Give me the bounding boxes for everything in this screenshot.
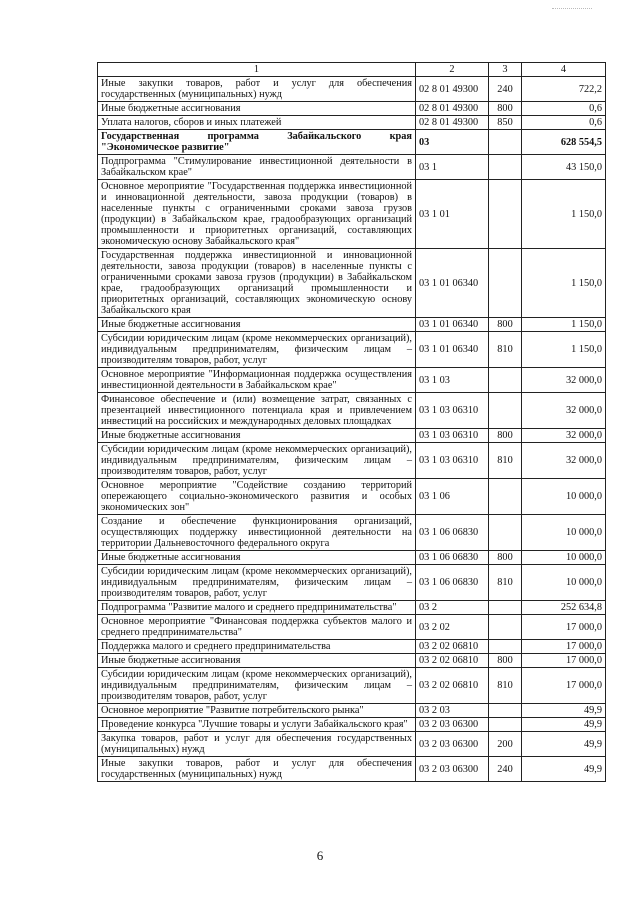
table-row [98, 565, 606, 601]
table-row [98, 368, 606, 393]
row-expense-type-cell: 810 [489, 565, 522, 601]
table-row [98, 318, 606, 332]
row-expense-type-cell: 810 [489, 668, 522, 704]
row-name-cell: Иные бюджетные ассигнования [98, 318, 416, 332]
table-row [98, 615, 606, 640]
row-amount-cell: 1 150,0 [522, 180, 606, 249]
row-code-cell: 03 1 06 06830 [416, 551, 489, 565]
row-amount-cell: 10 000,0 [522, 479, 606, 515]
row-expense-type-cell: 800 [489, 429, 522, 443]
row-expense-type-cell [489, 180, 522, 249]
row-amount-cell: 10 000,0 [522, 565, 606, 601]
row-name-cell: Иные бюджетные ассигнования [98, 654, 416, 668]
row-expense-type-cell: 800 [489, 551, 522, 565]
row-expense-type-cell [489, 479, 522, 515]
row-code-cell: 03 2 02 [416, 615, 489, 640]
row-code-cell: 03 2 03 06300 [416, 718, 489, 732]
row-name-cell: Основное мероприятие "Государственная поддержка инвестиционной и инновационной деятельности, завоза продукции (товаров) в населенные пункты с ограниченными сроками завоза грузов (продукции) в Забайкальском крае, градообразующих организаций промышленности и приоритетных организаций, составляющих экономическую основу Забайкальского края" [98, 180, 416, 249]
table-row [98, 479, 606, 515]
row-name-cell: Подпрограмма "Развитие малого и среднего предпринимательства" [98, 601, 416, 615]
row-code-cell: 03 1 03 [416, 368, 489, 393]
row-expense-type-cell [489, 704, 522, 718]
page-number: 6 [316, 848, 324, 863]
row-amount-cell: 32 000,0 [522, 393, 606, 429]
row-name-cell: Государственная программа Забайкальского края "Экономическое развитие" [98, 130, 416, 155]
header-col-4: 4 [522, 63, 606, 77]
header-row [98, 63, 606, 77]
row-expense-type-cell: 810 [489, 332, 522, 368]
row-code-cell: 03 1 01 06340 [416, 249, 489, 318]
row-amount-cell: 43 150,0 [522, 155, 606, 180]
row-amount-cell: 1 150,0 [522, 249, 606, 318]
row-name-cell: Закупка товаров, работ и услуг для обеспечения государственных (муниципальных) нужд [98, 732, 416, 757]
row-name-cell: Государственная поддержка инвестиционной и инновационной деятельности, завоза продукции (товаров) в населенные пункты с ограниченными сроками завоза грузов (продукции) в Забайкальском крае, градообразующих организаций промышленности и приоритетных организаций, составляющих экономическую основу Забайкальского края [98, 249, 416, 318]
row-amount-cell: 0,6 [522, 116, 606, 130]
row-expense-type-cell: 800 [489, 102, 522, 116]
header-col-1: 1 [98, 63, 416, 77]
row-code-cell: 03 1 01 06340 [416, 318, 489, 332]
table-row [98, 654, 606, 668]
row-name-cell: Основное мероприятие "Развитие потребительского рынка" [98, 704, 416, 718]
row-amount-cell: 1 150,0 [522, 318, 606, 332]
row-amount-cell: 1 150,0 [522, 332, 606, 368]
row-code-cell: 02 8 01 49300 [416, 102, 489, 116]
row-name-cell: Основное мероприятие "Финансовая поддержка субъектов малого и среднего предпринимательства" [98, 615, 416, 640]
row-expense-type-cell [489, 130, 522, 155]
row-code-cell: 03 [416, 130, 489, 155]
row-name-cell: Создание и обеспечение функционирования организаций, осуществляющих поддержку инвестиционной деятельности на территории Дальневосточного федерального округа [98, 515, 416, 551]
table-row [98, 102, 606, 116]
table-row [98, 429, 606, 443]
row-amount-cell: 32 000,0 [522, 429, 606, 443]
row-expense-type-cell: 810 [489, 443, 522, 479]
row-amount-cell: 0,6 [522, 102, 606, 116]
budget-table [97, 62, 606, 782]
row-expense-type-cell: 240 [489, 757, 522, 782]
table-row [98, 332, 606, 368]
row-expense-type-cell: 800 [489, 654, 522, 668]
table-row [98, 757, 606, 782]
row-code-cell: 03 1 01 06340 [416, 332, 489, 368]
row-amount-cell: 17 000,0 [522, 654, 606, 668]
row-expense-type-cell: 200 [489, 732, 522, 757]
row-amount-cell: 17 000,0 [522, 640, 606, 654]
row-amount-cell: 32 000,0 [522, 368, 606, 393]
row-name-cell: Иные закупки товаров, работ и услуг для обеспечения государственных (муниципальных) нужд [98, 757, 416, 782]
row-code-cell: 02 8 01 49300 [416, 77, 489, 102]
row-name-cell: Основное мероприятие "Информационная поддержка осуществления инвестиционной деятельности в Забайкальском крае" [98, 368, 416, 393]
row-expense-type-cell [489, 393, 522, 429]
row-code-cell: 03 2 03 [416, 704, 489, 718]
row-name-cell: Уплата налогов, сборов и иных платежей [98, 116, 416, 130]
row-amount-cell: 628 554,5 [522, 130, 606, 155]
row-code-cell: 03 1 06 06830 [416, 565, 489, 601]
row-expense-type-cell [489, 515, 522, 551]
row-code-cell: 03 2 02 06810 [416, 654, 489, 668]
table-row [98, 249, 606, 318]
row-amount-cell: 49,9 [522, 757, 606, 782]
row-name-cell: Иные бюджетные ассигнования [98, 429, 416, 443]
table-row [98, 718, 606, 732]
row-code-cell: 03 1 03 06310 [416, 393, 489, 429]
row-code-cell: 03 1 01 [416, 180, 489, 249]
row-code-cell: 03 2 03 06300 [416, 732, 489, 757]
row-expense-type-cell [489, 640, 522, 654]
table-row [98, 601, 606, 615]
row-name-cell: Подпрограмма "Стимулирование инвестиционной деятельности в Забайкальском крае" [98, 155, 416, 180]
row-name-cell: Основное мероприятие "Содействие созданию территорий опережающего социально-экономического развития и особых экономических зон" [98, 479, 416, 515]
table-row [98, 443, 606, 479]
table-row [98, 393, 606, 429]
row-name-cell: Иные бюджетные ассигнования [98, 102, 416, 116]
row-expense-type-cell [489, 155, 522, 180]
row-name-cell: Поддержка малого и среднего предпринимательства [98, 640, 416, 654]
row-code-cell: 03 1 03 06310 [416, 443, 489, 479]
row-code-cell: 03 1 06 [416, 479, 489, 515]
table-row [98, 130, 606, 155]
row-code-cell: 03 2 02 06810 [416, 668, 489, 704]
row-amount-cell: 252 634,8 [522, 601, 606, 615]
table-row [98, 668, 606, 704]
row-expense-type-cell [489, 601, 522, 615]
scan-artifact-line [552, 8, 592, 9]
row-amount-cell: 722,2 [522, 77, 606, 102]
row-expense-type-cell: 850 [489, 116, 522, 130]
table-row [98, 77, 606, 102]
header-col-3: 3 [489, 63, 522, 77]
row-amount-cell: 17 000,0 [522, 615, 606, 640]
row-expense-type-cell [489, 718, 522, 732]
row-amount-cell: 49,9 [522, 732, 606, 757]
row-amount-cell: 49,9 [522, 718, 606, 732]
table-row [98, 155, 606, 180]
row-name-cell: Субсидии юридическим лицам (кроме некоммерческих организаций), индивидуальным предпринимателям, физическим лицам – производителям товаров, работ, услуг [98, 668, 416, 704]
table-row [98, 732, 606, 757]
row-code-cell: 03 1 06 06830 [416, 515, 489, 551]
table-row [98, 704, 606, 718]
row-expense-type-cell: 800 [489, 318, 522, 332]
row-code-cell: 03 1 03 06310 [416, 429, 489, 443]
table-row [98, 640, 606, 654]
row-name-cell: Иные бюджетные ассигнования [98, 551, 416, 565]
table-row [98, 180, 606, 249]
table-row [98, 515, 606, 551]
row-name-cell: Проведение конкурса "Лучшие товары и услуги Забайкальского края" [98, 718, 416, 732]
row-amount-cell: 10 000,0 [522, 551, 606, 565]
row-name-cell: Субсидии юридическим лицам (кроме некоммерческих организаций), индивидуальным предпринимателям, физическим лицам – производителям товаров, работ, услуг [98, 565, 416, 601]
header-col-2: 2 [416, 63, 489, 77]
row-code-cell: 03 2 [416, 601, 489, 615]
row-expense-type-cell [489, 615, 522, 640]
table-row [98, 116, 606, 130]
row-amount-cell: 17 000,0 [522, 668, 606, 704]
row-expense-type-cell [489, 368, 522, 393]
table-row [98, 551, 606, 565]
row-name-cell: Финансовое обеспечение и (или) возмещение затрат, связанных с презентацией инвестиционного потенциала края и привлечением инвестиций на российских и международных деловых площадках [98, 393, 416, 429]
table-header [98, 63, 606, 77]
row-amount-cell: 49,9 [522, 704, 606, 718]
row-code-cell: 03 1 [416, 155, 489, 180]
row-amount-cell: 32 000,0 [522, 443, 606, 479]
row-code-cell: 02 8 01 49300 [416, 116, 489, 130]
row-name-cell: Субсидии юридическим лицам (кроме некоммерческих организаций), индивидуальным предпринимателям, физическим лицам – производителям товаров, работ, услуг [98, 443, 416, 479]
row-name-cell: Иные закупки товаров, работ и услуг для обеспечения государственных (муниципальных) нужд [98, 77, 416, 102]
table-body [98, 77, 606, 782]
row-code-cell: 03 2 03 06300 [416, 757, 489, 782]
row-name-cell: Субсидии юридическим лицам (кроме некоммерческих организаций), индивидуальным предпринимателям, физическим лицам – производителям товаров, работ, услуг [98, 332, 416, 368]
row-code-cell: 03 2 02 06810 [416, 640, 489, 654]
row-expense-type-cell [489, 249, 522, 318]
row-amount-cell: 10 000,0 [522, 515, 606, 551]
row-expense-type-cell: 240 [489, 77, 522, 102]
